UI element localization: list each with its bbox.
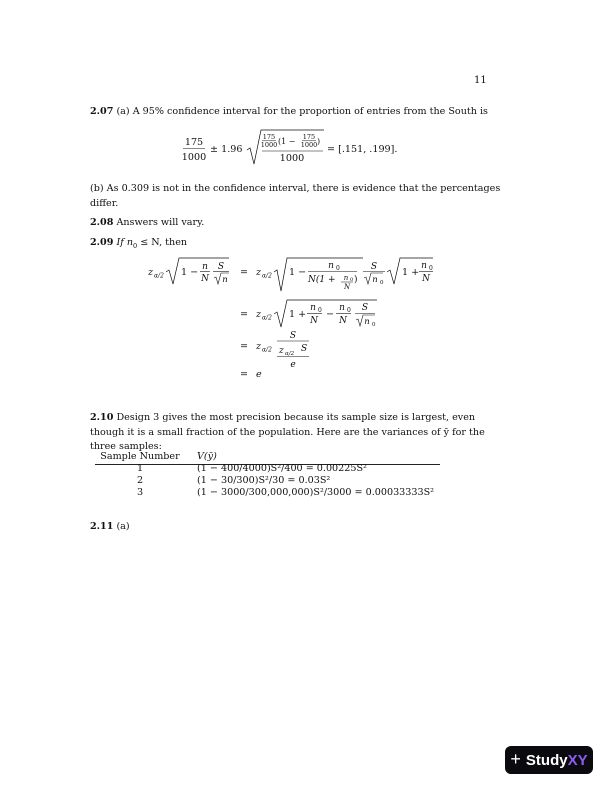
svg-text:n: n [339, 303, 345, 313]
svg-text:z: z [256, 267, 262, 278]
confidence-interval-formula [180, 128, 440, 175]
svg-text:n: n [310, 303, 316, 313]
derivation-equations [145, 255, 445, 388]
svg-text:N: N [422, 274, 430, 284]
svg-text:1000: 1000 [279, 153, 305, 164]
svg-text:N(1 +: N(1 + [308, 275, 336, 285]
svg-text:n: n [202, 262, 208, 272]
svg-text:=: = [240, 369, 249, 380]
svg-text:S: S [289, 331, 297, 341]
question-text: (a) [116, 521, 130, 532]
svg-text:): ) [317, 137, 321, 146]
svg-text:0: 0 [429, 265, 433, 272]
svg-text:175: 175 [302, 133, 316, 141]
svg-text:0: 0 [347, 307, 351, 314]
studyxy-watermark[interactable] [505, 746, 593, 774]
question-2-09: 2.09 If $n_0 \le N$, then [90, 237, 188, 250]
table-cell: 3 [136, 487, 144, 498]
question-2-07-part-b: (b) As 0.309 is not in the confidence interval, there is evidence that the percentages differ. [90, 183, 501, 209]
question-2-07 [90, 105, 530, 120]
svg-text:n: n [364, 317, 370, 327]
svg-text:1 −: 1 − [289, 267, 307, 278]
question-number: 2.08 [90, 217, 114, 228]
svg-text:N: N [310, 316, 318, 326]
svg-text:n: n [328, 261, 334, 271]
svg-text:S: S [217, 262, 225, 272]
brand-name: StudyXY [525, 751, 588, 769]
svg-text:1000: 1000 [300, 141, 318, 149]
svg-text:=: = [240, 267, 249, 278]
svg-text:α/2: α/2 [154, 272, 164, 280]
svg-text:): ) [354, 275, 358, 285]
question-number: 2.09 [90, 237, 114, 248]
plus-icon: + [510, 748, 521, 769]
svg-text:0: 0 [336, 265, 340, 272]
svg-text:S: S [361, 303, 369, 313]
svg-text:1 −: 1 − [181, 267, 199, 278]
svg-text:=: = [240, 341, 249, 352]
variance-table [95, 451, 440, 499]
table-header: Sample Number [100, 451, 180, 462]
svg-text:e: e [256, 369, 262, 380]
question-2-10 [90, 411, 490, 455]
svg-text:−: − [326, 309, 335, 320]
svg-text:e: e [290, 360, 296, 370]
question-text: Design 3 gives the most precision because its sample size is largest, even though it is a small fraction of the population. Here are the variances of ȳ for the three samples: [90, 412, 485, 452]
svg-text:n: n [421, 261, 427, 271]
table-cell: (1 − 30/300)S²/30 = 0.03S² [197, 475, 331, 486]
svg-text:α/2: α/2 [285, 351, 295, 357]
svg-text:0: 0 [380, 280, 384, 286]
table-row [95, 487, 440, 499]
svg-text:n: n [222, 275, 228, 285]
svg-text:N: N [339, 316, 347, 326]
svg-text:z: z [279, 346, 284, 356]
question-number: 2.10 [90, 412, 114, 423]
table-header: V(ȳ) [197, 451, 217, 462]
question-number: 2.07 [90, 106, 114, 117]
svg-text:0: 0 [350, 277, 354, 283]
svg-text:175: 175 [262, 133, 276, 141]
svg-text:z: z [148, 267, 154, 278]
table-row [95, 463, 440, 475]
svg-text:(1 −: (1 − [278, 137, 296, 146]
svg-text:N: N [343, 283, 351, 291]
svg-text:N: N [201, 274, 209, 284]
svg-text:n: n [372, 275, 378, 285]
svg-text:1 +: 1 + [289, 309, 307, 320]
frac-denominator: 1000 [181, 152, 207, 163]
svg-text:z: z [256, 309, 262, 320]
svg-text:α/2: α/2 [262, 346, 272, 354]
table-cell: 2 [136, 475, 144, 486]
svg-text:α/2: α/2 [262, 272, 272, 280]
svg-text:n: n [343, 274, 349, 282]
table-cell: (1 − 400/4000)S²/400 = 0.00225S² [197, 463, 367, 474]
page-number: 11 [474, 75, 487, 86]
plus-minus-z: ± 1.96 [210, 144, 243, 155]
table-cell: (1 − 3000/300,000,000)S²/3000 = 0.00033333S² [197, 487, 435, 498]
svg-text:1000: 1000 [260, 141, 278, 149]
table-header-row [95, 451, 440, 463]
svg-text:1 +: 1 + [402, 267, 420, 278]
question-2-08 [90, 216, 204, 231]
svg-text:z: z [256, 341, 262, 352]
table-row [95, 475, 440, 487]
question-number: 2.11 [90, 521, 114, 532]
question-text: Answers will vary. [116, 217, 205, 228]
svg-text:S: S [301, 344, 308, 354]
svg-text:α/2: α/2 [262, 314, 272, 322]
svg-text:0: 0 [372, 322, 376, 328]
svg-text:S: S [370, 262, 378, 272]
question-text: (a) A 95% confidence interval for the proportion of entries from the South is [116, 106, 488, 117]
question-2-11 [90, 520, 130, 535]
svg-text:0: 0 [318, 307, 322, 314]
table-cell: 1 [136, 463, 144, 474]
svg-text:=: = [240, 309, 249, 320]
interval-result: = [.151, .199]. [327, 144, 398, 155]
frac-numerator: 175 [184, 137, 204, 148]
